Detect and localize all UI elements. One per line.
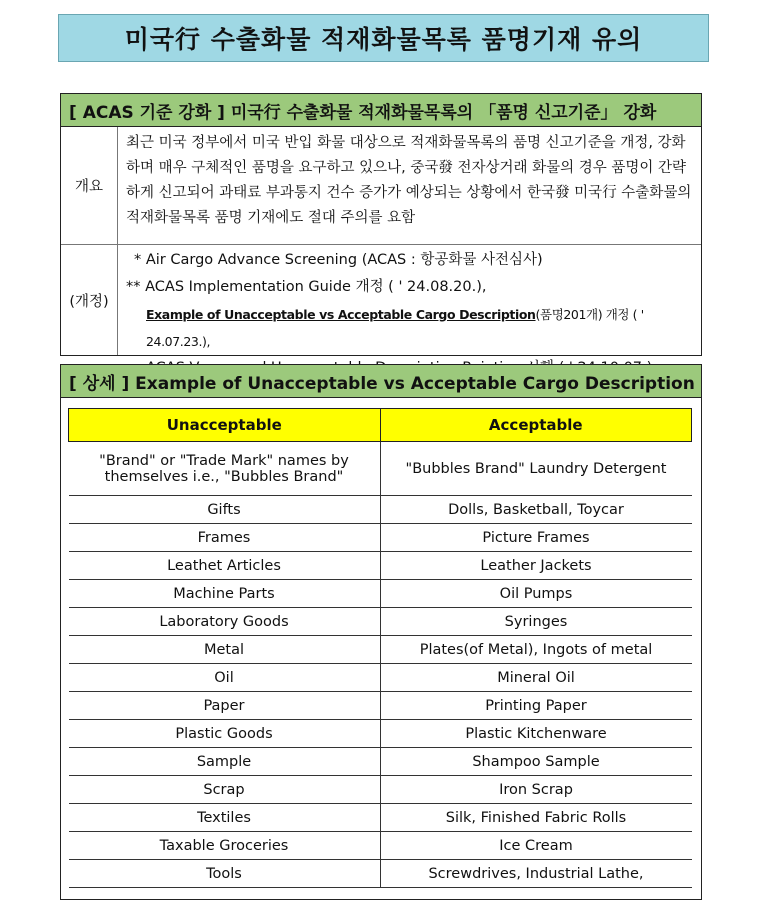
cargo-description-table bbox=[68, 408, 692, 888]
unacceptable-cell: Gifts bbox=[69, 496, 381, 524]
column-header-acceptable: Acceptable bbox=[380, 409, 692, 442]
unacceptable-cell: Scrap bbox=[69, 776, 381, 804]
unacceptable-cell: Plastic Goods bbox=[69, 720, 381, 748]
revision-note-1: * Air Cargo Advance Screening (ACAS : 항공화물 사전심사) bbox=[134, 252, 543, 268]
table-row bbox=[69, 860, 692, 888]
table-row bbox=[69, 748, 692, 776]
table-row bbox=[69, 720, 692, 748]
revision-note-2: ** ACAS Implementation Guide 개정 ( ' 24.08.20.), bbox=[126, 279, 487, 295]
acceptable-cell: Shampoo Sample bbox=[380, 748, 692, 776]
document-title: 미국行 수출화물 적재화물목록 품명기재 유의 bbox=[124, 25, 643, 54]
acceptable-cell: Leather Jackets bbox=[380, 552, 692, 580]
table-row bbox=[69, 832, 692, 860]
detail-section bbox=[60, 364, 702, 900]
revision-note-3 bbox=[126, 301, 695, 355]
unacceptable-cell: Taxable Groceries bbox=[69, 832, 381, 860]
unacceptable-cell: "Brand" or "Trade Mark" names by themselves i.e., "Bubbles Brand" bbox=[69, 442, 381, 496]
unacceptable-cell: Leathet Articles bbox=[69, 552, 381, 580]
column-header-unacceptable: Unacceptable bbox=[69, 409, 381, 442]
table-row bbox=[69, 580, 692, 608]
overview-row bbox=[61, 127, 701, 245]
unacceptable-cell: Tools bbox=[69, 860, 381, 888]
table-row bbox=[69, 636, 692, 664]
acceptable-cell: Silk, Finished Fabric Rolls bbox=[380, 804, 692, 832]
unacceptable-cell: Metal bbox=[69, 636, 381, 664]
unacceptable-cell: Oil bbox=[69, 664, 381, 692]
acceptable-cell: Picture Frames bbox=[380, 524, 692, 552]
detail-section-header: [ 상세 ] Example of Unacceptable vs Acceptable Cargo Description bbox=[61, 365, 701, 398]
acas-standard-section bbox=[60, 93, 702, 356]
table-row bbox=[69, 496, 692, 524]
acceptable-cell: Mineral Oil bbox=[380, 664, 692, 692]
table-row bbox=[69, 442, 692, 496]
revision-note-3-tail: (품명201개) 개정 ( ' 24.07.23.), bbox=[146, 307, 644, 349]
acceptable-cell: Oil Pumps bbox=[380, 580, 692, 608]
revision-note-3-link: Example of Unacceptable vs Acceptable Cargo Description bbox=[146, 307, 536, 322]
unacceptable-cell: Textiles bbox=[69, 804, 381, 832]
acceptable-cell: Printing Paper bbox=[380, 692, 692, 720]
acceptable-cell: Plates(of Metal), Ingots of metal bbox=[380, 636, 692, 664]
acceptable-cell: Iron Scrap bbox=[380, 776, 692, 804]
table-row bbox=[69, 664, 692, 692]
acceptable-cell: Dolls, Basketball, Toycar bbox=[380, 496, 692, 524]
acceptable-cell: Plastic Kitchenware bbox=[380, 720, 692, 748]
unacceptable-cell: Laboratory Goods bbox=[69, 608, 381, 636]
acceptable-cell: "Bubbles Brand" Laundry Detergent bbox=[380, 442, 692, 496]
table-row bbox=[69, 776, 692, 804]
table-header-row bbox=[69, 409, 692, 442]
revision-label: (개정) bbox=[61, 245, 118, 355]
overview-text: 최근 미국 정부에서 미국 반입 화물 대상으로 적재화물목록의 품명 신고기준을 개정, 강화하며 매우 구체적인 품명을 요구하고 있으나, 중국發 전자상거래 화물의 경우 품명이 간략하게 신고되어 과태료 부과통지 건수 증가가 예상되는 상황에서 한국發 미국行 수출화물의 적재화물목록 품명 기재에도 절대 주의를 요함 bbox=[126, 135, 692, 226]
cargo-description-table-wrap bbox=[68, 408, 692, 888]
unacceptable-cell: Paper bbox=[69, 692, 381, 720]
unacceptable-cell: Frames bbox=[69, 524, 381, 552]
table-row bbox=[69, 552, 692, 580]
unacceptable-cell: Sample bbox=[69, 748, 381, 776]
acceptable-cell: Syringes bbox=[380, 608, 692, 636]
document-title-banner bbox=[58, 14, 709, 62]
revision-row bbox=[61, 245, 701, 355]
table-row bbox=[69, 804, 692, 832]
revision-notes bbox=[118, 245, 701, 355]
acas-section-header: [ ACAS 기준 강화 ] 미국行 수출화물 적재화물목록의 「품명 신고기준」 강화 bbox=[61, 94, 701, 127]
acceptable-cell: Screwdrives, Industrial Lathe, bbox=[380, 860, 692, 888]
unacceptable-cell: Machine Parts bbox=[69, 580, 381, 608]
acceptable-cell: Ice Cream bbox=[380, 832, 692, 860]
table-row bbox=[69, 524, 692, 552]
table-row bbox=[69, 608, 692, 636]
overview-label: 개요 bbox=[61, 127, 118, 244]
table-row bbox=[69, 692, 692, 720]
